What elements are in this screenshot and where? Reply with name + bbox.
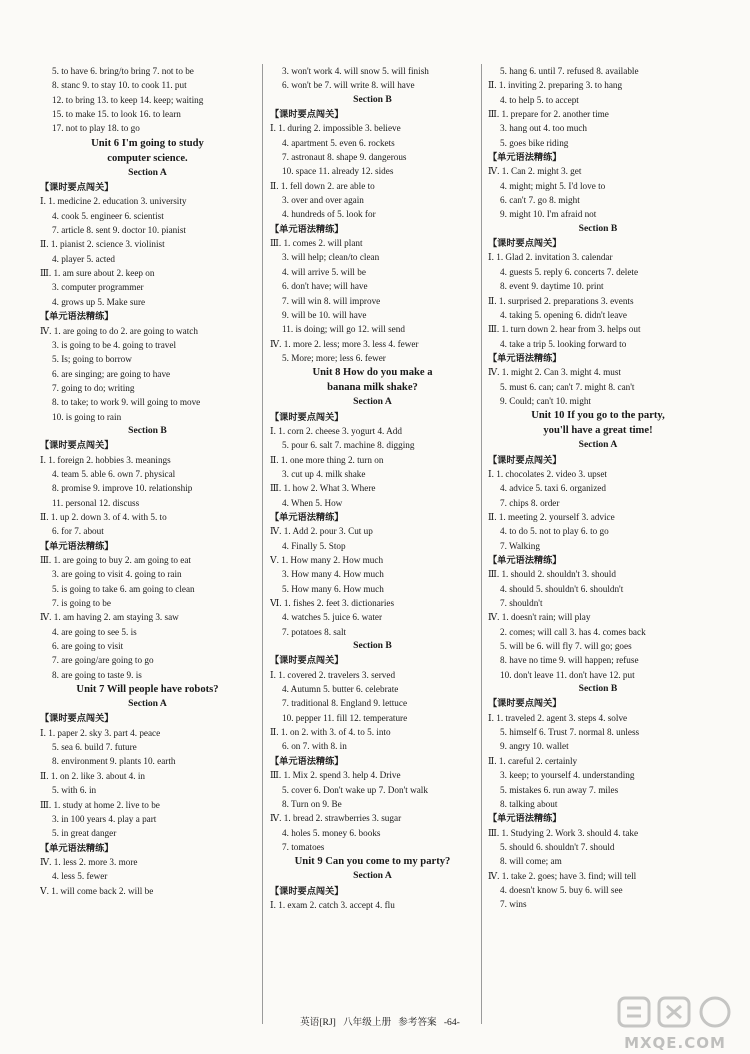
answer-line: 4. watches 5. juice 6. water <box>282 612 383 623</box>
answer-line: 5. How many 6. How much <box>282 583 384 594</box>
part-heading: 【单元语法精练】 <box>270 223 344 234</box>
answer-line: 5. pour 6. salt 7. machine 8. digging <box>282 440 415 451</box>
answer-line: Ⅲ. 1. Mix 2. spend 3. help 4. Drive <box>270 770 401 781</box>
answer-line: 3. How many 4. How much <box>282 569 384 580</box>
answer-line: Ⅳ. 1. Can 2. might 3. get <box>488 166 582 177</box>
answer-line: 3. over and over again <box>282 195 364 206</box>
answer-line: 5. goes bike riding <box>500 137 569 148</box>
answer-line: 7. wins <box>500 899 527 910</box>
column-1 <box>40 64 255 898</box>
answer-line: 4. take a trip 5. looking forward to <box>500 338 627 349</box>
column-2 <box>270 64 475 912</box>
answer-line: 10. space 11. already 12. sides <box>282 166 394 177</box>
answer-line: 4. apartment 5. even 6. rockets <box>282 137 395 148</box>
answer-line: 3. computer programmer <box>52 282 144 293</box>
answer-line: 7. traditional 8. England 9. lettuce <box>282 698 408 709</box>
answer-line: 7. will win 8. will improve <box>282 295 381 306</box>
part-heading: 【单元语法精练】 <box>40 540 114 551</box>
answer-line: 5. Is; going to borrow <box>52 354 132 365</box>
answer-line: 8. to take; to work 9. will going to move <box>52 397 201 408</box>
answer-line: Ⅲ. 1. comes 2. will plant <box>270 238 363 249</box>
section-heading: Section A <box>128 698 167 710</box>
answer-line: 7. tomatoes <box>282 841 325 852</box>
unit-title: banana milk shake? <box>327 382 418 394</box>
answer-line: 4. doesn't know 5. buy 6. will see <box>500 884 623 895</box>
answer-line: 9. Could; can't 10. might <box>500 395 591 406</box>
answer-line: 5. is going to take 6. am going to clean <box>52 583 195 594</box>
watermark <box>605 990 745 1052</box>
answer-line: 4. Finally 5. Stop <box>282 540 346 551</box>
answer-line: 6. don't have; will have <box>282 281 368 292</box>
answer-line: 8. Turn on 9. Be <box>282 798 342 809</box>
footer-subject: 英语[RJ] <box>300 1017 336 1028</box>
answer-line: Ⅰ. 1. paper 2. sky 3. part 4. peace <box>40 727 161 738</box>
answer-line: Ⅱ. 1. on 2. like 3. about 4. in <box>40 770 146 781</box>
answer-line: Ⅰ. 1. covered 2. travelers 3. served <box>270 669 396 680</box>
answer-line: Ⅳ. 1. less 2. more 3. more <box>40 856 138 867</box>
part-heading: 【课时要点闯关】 <box>488 698 562 709</box>
answer-line: 4. grows up 5. Make sure <box>52 296 146 307</box>
answer-line: 3. is going to be 4. going to travel <box>52 339 177 350</box>
answer-line: 8. stanc 9. to stay 10. to cook 11. put <box>52 80 187 91</box>
answer-line: Ⅲ. 1. are going to buy 2. am going to eat <box>40 555 191 565</box>
answer-line: 3. in 100 years 4. play a part <box>52 813 157 824</box>
answer-line: 8. event 9. daytime 10. print <box>500 281 604 292</box>
section-heading: Section B <box>353 93 392 105</box>
part-heading: 【课时要点闯关】 <box>270 655 344 666</box>
part-heading: 【单元语法精练】 <box>488 152 562 163</box>
answer-line: Ⅰ. 1. during 2. impossible 3. believe <box>270 123 401 134</box>
answer-line: 10. pepper 11. fill 12. temperature <box>282 712 408 723</box>
section-heading: Section A <box>353 870 392 882</box>
answer-line: 8. have no time 9. will happen; refuse <box>500 655 639 666</box>
answer-line: 6. for 7. about <box>52 526 104 537</box>
answer-line: 12. to bring 13. to keep 14. keep; waiting <box>52 94 204 105</box>
part-heading: 【课时要点闯关】 <box>270 109 344 120</box>
part-heading: 【单元语法精练】 <box>488 813 562 824</box>
answer-line: Ⅱ. 1. meeting 2. yourself 3. advice <box>488 511 615 522</box>
part-heading: 【课时要点闯关】 <box>40 440 114 451</box>
unit-title: computer science. <box>107 152 188 164</box>
answer-line: 9. angry 10. wallet <box>500 741 569 752</box>
answer-line: Ⅱ. 1. surprised 2. preparations 3. events <box>488 295 634 306</box>
unit-title: Unit 10 If you go to the party, <box>531 410 665 422</box>
answer-line: Ⅵ. 1. fishes 2. feet 3. dictionaries <box>270 598 395 609</box>
answer-line: 3. are going to visit 4. going to rain <box>52 569 182 580</box>
answer-line: 7. astronaut 8. shape 9. dangerous <box>282 152 407 163</box>
answer-line: Ⅳ. 1. are going to do 2. are going to watch <box>40 325 198 336</box>
part-heading: 【课时要点闯关】 <box>270 885 344 896</box>
answer-line: 3. keep; to yourself 4. understanding <box>500 770 635 781</box>
answer-line: 5. hang 6. until 7. refused 8. available <box>500 66 639 76</box>
answer-line: 4. less 5. fewer <box>52 871 108 882</box>
answer-line: 3. hang out 4. too much <box>500 123 588 134</box>
section-heading: Section B <box>578 222 618 234</box>
answer-line: 7. shouldn't <box>500 598 543 609</box>
answer-line: Ⅲ. 1. study at home 2. live to be <box>40 799 160 810</box>
answer-line: 17. not to play 18. to go <box>52 123 140 134</box>
answer-line: 4. taking 5. opening 6. didn't leave <box>500 309 627 320</box>
section-heading: Section A <box>128 166 167 178</box>
answer-line: 5. to have 6. bring/to bring 7. not to be <box>52 66 194 76</box>
answer-line: 9. will be 10. will have <box>282 309 367 320</box>
answer-line: 7. article 8. sent 9. doctor 10. pianist <box>52 225 186 236</box>
answer-line: 9. might 10. I'm afraid not <box>500 209 597 220</box>
answer-line: 4. guests 5. reply 6. concerts 7. delete <box>500 266 639 277</box>
answer-line: 4. cook 5. engineer 6. scientist <box>52 210 164 221</box>
answer-line: 7. are going/are going to go <box>52 655 154 666</box>
answer-line: 8. environment 9. plants 10. earth <box>52 756 176 767</box>
section-heading: Section A <box>353 396 392 408</box>
answer-line: 4. player 5. acted <box>52 253 116 264</box>
answer-line: 7. is going to be <box>52 598 111 609</box>
section-heading: Section A <box>578 439 618 451</box>
answer-line: 3. won't work 4. will snow 5. will finish <box>282 66 429 76</box>
column-divider-2 <box>481 64 482 1024</box>
answer-line: 7. chips 8. order <box>500 497 560 508</box>
part-heading: 【单元语法精练】 <box>488 555 562 565</box>
answer-line: 3. will help; clean/to clean <box>282 252 380 263</box>
answer-line: Ⅲ. 1. turn down 2. hear from 3. helps out <box>488 324 641 335</box>
part-heading: 【课时要点闯关】 <box>40 713 114 724</box>
part-heading: 【课时要点闯关】 <box>40 182 114 193</box>
answer-line: 2. comes; will call 3. has 4. comes back <box>500 626 646 637</box>
answer-line: Ⅱ. 1. careful 2. certainly <box>488 755 578 766</box>
answer-line: Ⅰ. 1. traveled 2. agent 3. steps 4. solve <box>488 712 628 723</box>
part-heading: 【单元语法精练】 <box>40 842 114 853</box>
part-heading: 【单元语法精练】 <box>40 311 114 322</box>
answer-line: Ⅴ. 1. How many 2. How much <box>270 555 384 565</box>
answer-line: 5. mistakes 6. run away 7. miles <box>500 784 619 795</box>
answer-line: 4. hundreds of 5. look for <box>282 209 376 220</box>
part-heading: 【课时要点闯关】 <box>488 238 562 249</box>
unit-title: Unit 9 Can you come to my party? <box>294 856 451 868</box>
answer-line: 6. are singing; are going to have <box>52 368 171 379</box>
answer-line: 7. potatoes 8. salt <box>282 626 347 637</box>
answer-line: Ⅰ. 1. chocolates 2. video 3. upset <box>488 468 607 479</box>
answer-line: Ⅱ. 1. pianist 2. science 3. violinist <box>40 239 165 250</box>
answer-line: 4. holes 5. money 6. books <box>282 827 381 838</box>
answer-line: 8. talking about <box>500 798 558 809</box>
answer-line: Ⅰ. 1. corn 2. cheese 3. yogurt 4. Add <box>270 425 402 436</box>
answer-line: Ⅲ. 1. should 2. shouldn't 3. should <box>488 569 616 580</box>
unit-title: Unit 8 How do you make a <box>312 367 433 379</box>
answer-line: 5. sea 6. build 7. future <box>52 742 137 753</box>
answer-line: 11. personal 12. discuss <box>52 497 140 508</box>
answer-line: Ⅰ. 1. medicine 2. education 3. university <box>40 196 187 207</box>
part-heading: 【单元语法精练】 <box>270 511 344 522</box>
answer-line: Ⅳ. 1. am having 2. am staying 3. saw <box>40 612 179 623</box>
watermark-logo-icon <box>615 994 735 1030</box>
answer-line: 7. Walking <box>500 540 540 551</box>
answer-line: 5. will be 6. will fly 7. will go; goes <box>500 641 632 652</box>
answer-line: 8. will come; am <box>500 856 562 867</box>
answer-line: 6. won't be 7. will write 8. will have <box>282 80 415 91</box>
answer-line: Ⅱ. 1. up 2. down 3. of 4. with 5. to <box>40 511 167 522</box>
answer-line: 6. are going to visit <box>52 641 124 652</box>
answer-line: 4. to help 5. to accept <box>500 94 579 105</box>
answer-line: 3. cut up 4. milk shake <box>282 468 366 479</box>
unit-title: you'll have a great time! <box>543 425 653 437</box>
answer-line: Ⅲ. 1. prepare for 2. another time <box>488 109 609 120</box>
answer-line: 4. team 5. able 6. own 7. physical <box>52 468 176 479</box>
answer-line: Ⅲ. 1. Studying 2. Work 3. should 4. take <box>488 827 639 838</box>
answer-line: Ⅰ. 1. exam 2. catch 3. accept 4. flu <box>270 899 395 910</box>
answer-line: Ⅳ. 1. doesn't rain; will play <box>488 612 591 623</box>
watermark-text: MXQE.COM <box>624 1034 726 1052</box>
answer-line: Ⅳ. 1. more 2. less; more 3. less 4. fewer <box>270 338 419 349</box>
answer-line: 4. will arrive 5. will be <box>282 266 366 277</box>
answer-line: 4. should 5. shouldn't 6. shouldn't <box>500 583 624 594</box>
answer-line: 5. must 6. can; can't 7. might 8. can't <box>500 381 635 392</box>
footer-page-number: -64- <box>443 1017 460 1028</box>
answer-line: 8. promise 9. improve 10. relationship <box>52 483 193 494</box>
answer-line: 4. might; might 5. I'd love to <box>500 180 606 191</box>
answer-line: 5. More; more; less 6. fewer <box>282 352 386 363</box>
answer-line: 4. are going to see 5. is <box>52 626 137 637</box>
answer-line: 5. with 6. in <box>52 785 97 796</box>
answer-line: 8. are going to taste 9. is <box>52 669 142 680</box>
footer-label: 参考答案 <box>398 1017 437 1028</box>
answer-line: Ⅱ. 1. on 2. with 3. of 4. to 5. into <box>270 727 391 738</box>
answer-line: 15. to make 15. to look 16. to learn <box>52 109 181 120</box>
answer-line: Ⅱ. 1. one more thing 2. turn on <box>270 454 384 465</box>
answer-line: 10. don't leave 11. don't have 12. put <box>500 669 635 680</box>
section-heading: Section B <box>578 683 618 695</box>
answer-line: Ⅳ. 1. might 2. Can 3. might 4. must <box>488 367 621 378</box>
answer-line: Ⅱ. 1. fell down 2. are able to <box>270 180 375 191</box>
answer-line: 4. advice 5. taxi 6. organized <box>500 483 606 494</box>
footer-grade: 八年级上册 <box>343 1017 392 1028</box>
answer-line: Ⅳ. 1. take 2. goes; have 3. find; will tell <box>488 870 637 881</box>
answer-line: 5. in great danger <box>52 828 117 839</box>
section-heading: Section B <box>353 640 392 652</box>
answer-line: Ⅳ. 1. Add 2. pour 3. Cut up <box>270 526 373 537</box>
answer-line: 4. to do 5. not to play 6. to go <box>500 526 609 537</box>
part-heading: 【课时要点闯关】 <box>488 454 562 465</box>
answer-line: Ⅲ. 1. am sure about 2. keep on <box>40 268 155 279</box>
part-heading: 【单元语法精练】 <box>488 352 562 363</box>
answer-line: Ⅳ. 1. bread 2. strawberries 3. sugar <box>270 813 402 824</box>
answer-line: 6. can't 7. go 8. might <box>500 195 580 206</box>
answer-line: 4. When 5. How <box>282 497 343 508</box>
answer-line: Ⅲ. 1. how 2. What 3. Where <box>270 483 376 494</box>
column-3 <box>488 64 708 912</box>
column-divider-1 <box>262 64 263 1024</box>
answer-line: 5. cover 6. Don't wake up 7. Don't walk <box>282 784 428 795</box>
page-footer <box>250 1014 510 1028</box>
section-heading: Section B <box>128 424 167 436</box>
part-heading: 【单元语法精练】 <box>270 755 344 766</box>
answer-line: 5. himself 6. Trust 7. normal 8. unless <box>500 727 640 738</box>
unit-title: Unit 6 I'm going to study <box>91 137 204 149</box>
answer-line: Ⅱ. 1. inviting 2. preparing 3. to hang <box>488 80 623 91</box>
answer-line: Ⅰ. 1. foreign 2. hobbies 3. meanings <box>40 454 171 465</box>
answer-line: 10. is going to rain <box>52 411 122 422</box>
answer-line: 5. should 6. shouldn't 7. should <box>500 841 615 852</box>
answer-line: Ⅴ. 1. will come back 2. will be <box>40 885 154 896</box>
part-heading: 【课时要点闯关】 <box>270 411 344 422</box>
answer-line: Ⅰ. 1. Glad 2. invitation 3. calendar <box>488 252 613 263</box>
answer-line: 7. going to do; writing <box>52 382 135 393</box>
answer-line: 11. is doing; will go 12. will send <box>282 324 405 335</box>
answer-line: 6. on 7. with 8. in <box>282 741 347 752</box>
unit-title: Unit 7 Will people have robots? <box>76 684 219 696</box>
answer-line: 4. Autumn 5. butter 6. celebrate <box>282 684 399 695</box>
